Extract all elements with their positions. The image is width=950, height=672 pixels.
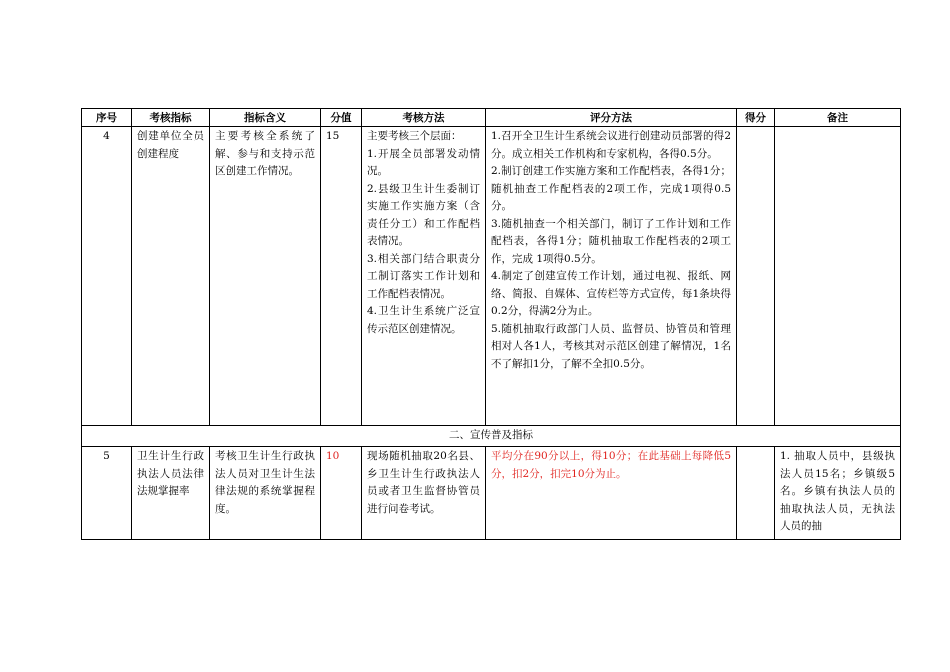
header-indicator: 考核指标 (132, 109, 210, 127)
header-remark: 备注 (775, 109, 901, 127)
header-no: 序号 (82, 109, 132, 127)
header-scoring: 评分方法 (486, 109, 737, 127)
header-score: 分值 (321, 109, 362, 127)
header-got: 得分 (737, 109, 775, 127)
row4-method-line: 4.卫生计生系统广泛宣传示范区创建情况。 (367, 305, 480, 335)
row4-method (362, 127, 486, 426)
row4-score: 15 (321, 127, 362, 426)
row4-got (737, 127, 775, 426)
row5-no: 5 (82, 447, 132, 540)
row4-scoring-line: 3.随机抽查一个相关部门，制订了工作计划和工作配档表，各得1分；随机抽取工作配档表的2项工作，完成 1项得0.5分。 (491, 217, 731, 265)
row4-scoring-line: 1.召开全卫生计生系统会议进行创建动员部署的得2分。成立相关工作机构和专家机构，各得0.5分。 (491, 130, 731, 160)
row5-scoring: 平均分在90分以上，得10分；在此基础上每降低5分，扣2分，扣完10分为止。 (486, 447, 737, 540)
row4-method-line: 1.开展全员部署发动情况。 (367, 147, 480, 177)
row4-indicator: 创建单位全员创建程度 (132, 127, 210, 426)
header-method: 考核方法 (362, 109, 486, 127)
table-row (82, 447, 901, 540)
row4-scoring-line: 5.随机抽取行政部门人员、监督员、协管员和管理相对人各1人，考核其对示范区创建了解情况，1名不了解扣1分，了解不全扣0.5分。 (491, 322, 731, 370)
header-meaning: 指标含义 (210, 109, 321, 127)
row5-method: 现场随机抽取20名县、乡卫生计生行政执法人员或者卫生监督协管员进行问卷考试。 (362, 447, 486, 540)
row4-method-line: 2.县级卫生计生委制订实施工作实施方案（含责任分工）和工作配档表情况。 (367, 182, 480, 247)
row4-meaning: 主要考核全系统了解、参与和支持示范区创建工作情况。 (210, 127, 321, 426)
row4-method-line: 主要考核三个层面： (367, 130, 462, 142)
section-row (82, 426, 901, 447)
row4-method-line: 3.相关部门结合职责分工制订落实工作计划和工作配档表情况。 (367, 252, 480, 300)
row5-remark: 1. 抽取人员中，县级执法人员15名；乡镇级5名。乡镇有执法人员的抽取执法人员，无执法人员的抽 (775, 447, 901, 540)
row4-scoring-line: 2.制订创建工作实施方案和工作配档表，各得1分；随机抽查工作配档表的2项工作，完成1项得0.5分。 (491, 165, 731, 212)
row5-score: 10 (321, 447, 362, 540)
row4-no: 4 (82, 127, 132, 426)
assessment-table (81, 108, 901, 540)
table-row (82, 127, 901, 426)
header-row (82, 109, 901, 127)
row4-remark (775, 127, 901, 426)
row4-scoring-line: 4.制定了创建宣传工作计划，通过电视、报纸、网络、简报、自媒体、宣传栏等方式宣传，每1条块得0.2分，得满2分为止。 (491, 270, 731, 317)
row5-indicator: 卫生计生行政执法人员法律法规掌握率 (132, 447, 210, 540)
section-title: 二、宣传普及指标 (82, 426, 901, 447)
row5-meaning: 考核卫生计生行政执法人员对卫生计生法律法规的系统掌握程度。 (210, 447, 321, 540)
row4-scoring (486, 127, 737, 426)
row5-got (737, 447, 775, 540)
